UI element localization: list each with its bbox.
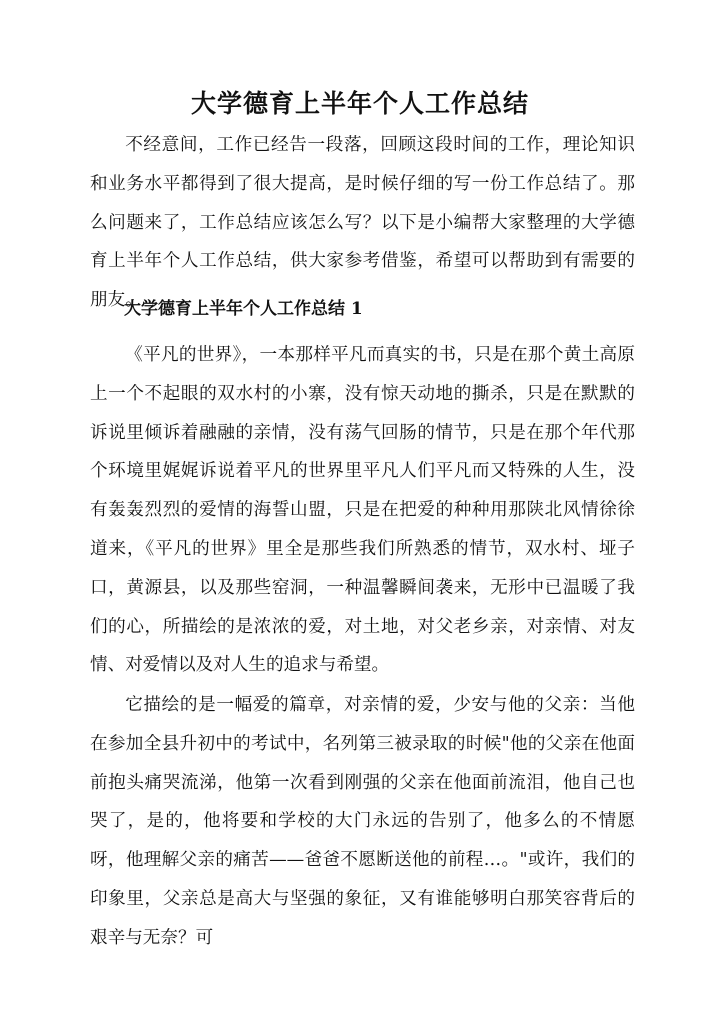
- document-title: 大学德育上半年个人工作总结: [190, 89, 529, 118]
- intro-paragraph: 不经意间，工作已经告一段落，回顾这段时间的工作，理论知识和业务水平都得到了很大提高，是时候仔细的写一份工作总结了。那么问题来了，工作总结应该怎么写？以下是小编帮大家整理的大学德育上半年个人工作总结，供大家参考借鉴，希望可以帮助到有需要的朋友。: [90, 135, 635, 311]
- body-paragraph: 《平凡的世界》，一本那样平凡而真实的书，只是在那个黄土高原上一个不起眼的双水村的小寨，没有惊天动地的撕杀，只是在默默的诉说里倾诉着融融的亲情，没有荡气回肠的情节，只是在那个年代那个环境里娓娓诉说着平凡的世界里平凡人们平凡而又特殊的人生，没有轰轰烈烈的爱情的海誓山盟，只是在把爱的种种用那陕北风情徐徐道来，《平凡的世界》里全是那些我们所熟悉的情节，双水村、垭子口，黄源县，以及那些窑洞，一种温馨瞬间袭来，无形中已温暖了我们的心，所描绘的是浓浓的爱，对土地，对父老乡亲，对亲情、对友情、对爱情以及对人生的追求与希望。: [90, 345, 635, 676]
- section-heading: 大学德育上半年个人工作总结 1: [124, 299, 363, 319]
- body-paragraph: 它描绘的是一幅爱的篇章，对亲情的爱，少安与他的父亲：当他在参加全县升初中的考试中，名列第三被录取的时候"他的父亲在他面前抱头痛哭流涕，他第一次看到刚强的父亲在他面前流泪，他自己也哭了，是的，他将要和学校的大门永远的告别了，他多么的不情愿呀，他理解父亲的痛苦——爸爸不愿断送他的前程…。"或许，我们的印象里，父亲总是高大与坚强的象征，又有谁能够明白那笑容背后的艰辛与无奈？可: [90, 695, 635, 948]
